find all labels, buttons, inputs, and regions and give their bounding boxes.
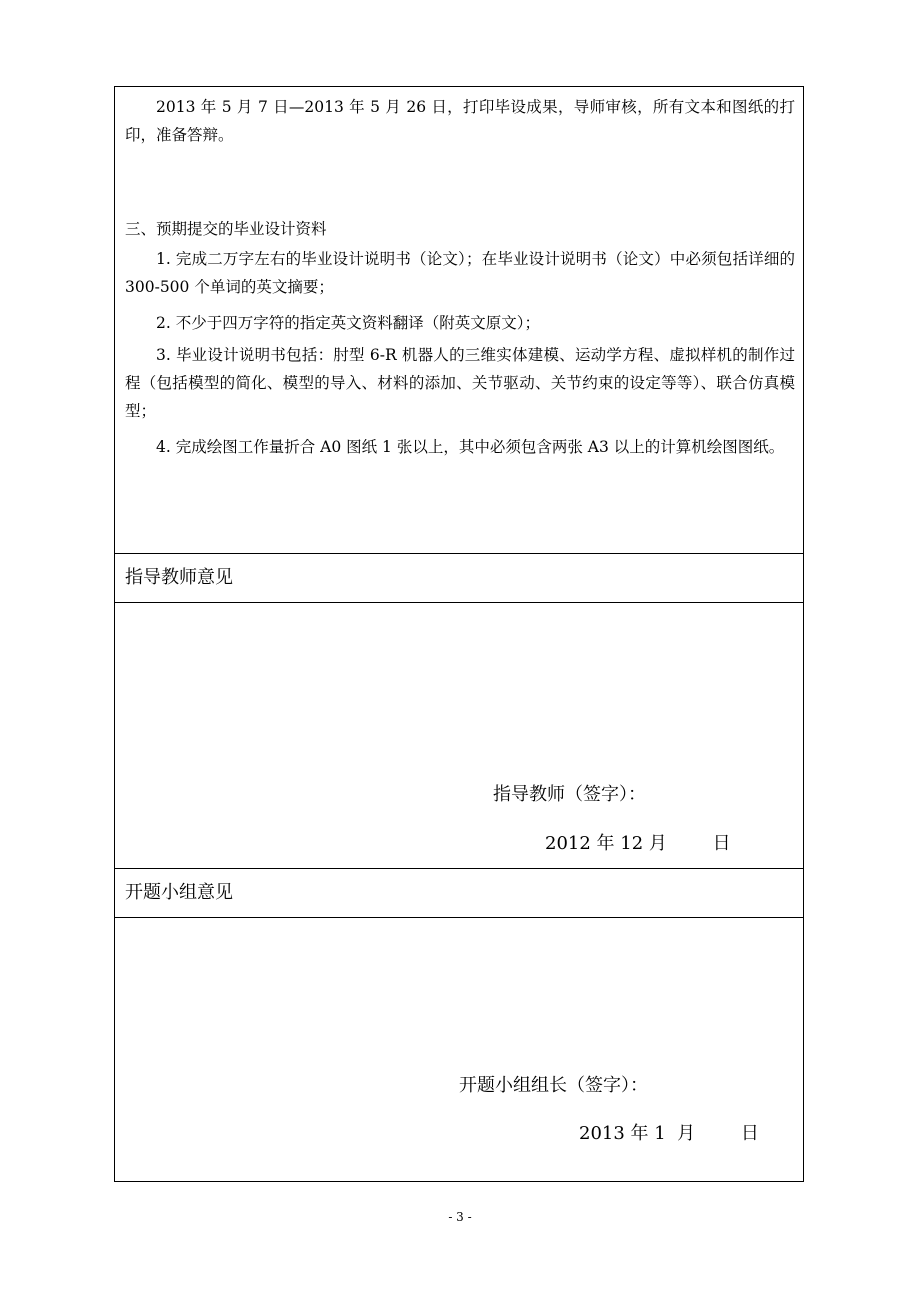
deliverable-item-4: 4. 完成绘图工作量折合 A0 图纸 1 张以上，其中必须包含两张 A3 以上的计算机绘图图纸。 bbox=[156, 438, 785, 456]
committee-signature-label: 开题小组组长（签字）： bbox=[459, 1075, 648, 1096]
divider-committee-top bbox=[115, 868, 803, 869]
advisor-opinion-heading: 指导教师意见 bbox=[125, 567, 233, 588]
page-number: - 3 - bbox=[448, 1210, 472, 1224]
committee-date: 2013 年 1 月 日 bbox=[579, 1123, 759, 1144]
deliverable-item-1: 1. 完成二万字左右的毕业设计说明书（论文）；在毕业设计说明书（论文）中必须包括详细的 300-500 个单词的英文摘要； bbox=[125, 250, 795, 296]
advisor-signature-label: 指导教师（签字）： bbox=[493, 784, 646, 805]
divider-committee-body bbox=[115, 917, 803, 918]
divider-advisor-top bbox=[115, 553, 803, 554]
section-three-heading: 三、预期提交的毕业设计资料 bbox=[125, 220, 327, 238]
schedule-paragraph: 2013 年 5 月 7 日—2013 年 5 月 26 日，打印毕设成果，导师审核，所有文本和图纸的打印，准备答辩。 bbox=[125, 98, 795, 144]
advisor-date: 2012 年 12 月 日 bbox=[545, 833, 731, 854]
report-table bbox=[114, 86, 804, 1182]
divider-advisor-body bbox=[115, 602, 803, 603]
committee-opinion-heading: 开题小组意见 bbox=[125, 882, 233, 903]
deliverable-item-3: 3. 毕业设计说明书包括：肘型 6-R 机器人的三维实体建模、运动学方程、虚拟样机的制作过程（包括模型的简化、模型的导入、材料的添加、关节驱动、关节约束的设定等等）、联合仿真模型； bbox=[125, 346, 795, 420]
deliverable-item-2: 2. 不少于四万字符的指定英文资料翻译（附英文原文）； bbox=[156, 314, 540, 332]
